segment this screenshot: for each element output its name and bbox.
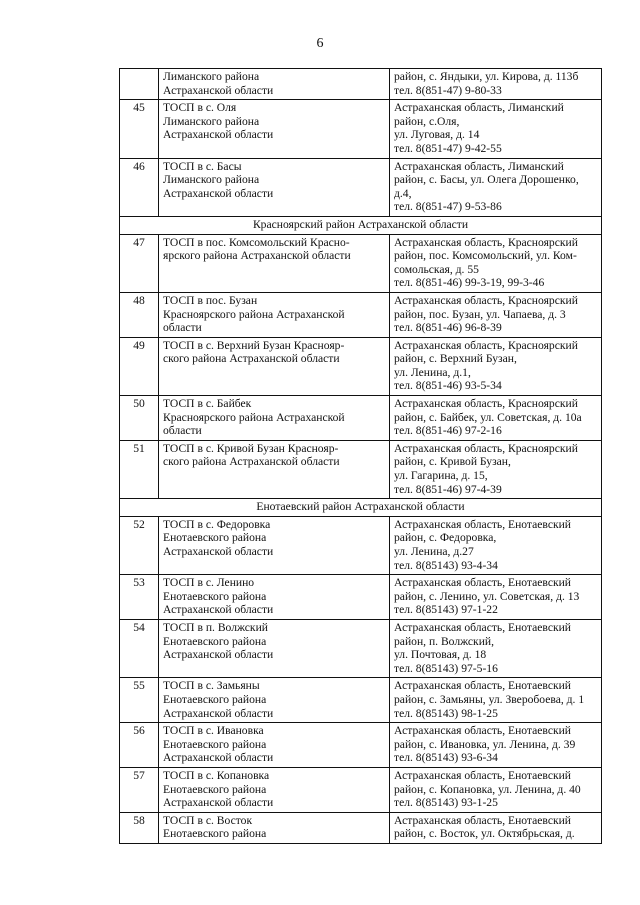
table-row [120,575,602,620]
section-header-row [120,499,602,517]
address-cell [390,516,602,574]
address-line: район, с. Замьяны, ул. Зверобоева, д. 1 [394,692,585,706]
organization-name-line: ТОСП в с. Байбек [163,397,252,411]
organization-name-line: Астраханской области [163,83,274,97]
address-line: тел. 8(85143) 93-6-34 [394,751,498,765]
address-line: Астраханская область, Красноярский [394,441,578,455]
organization-name-line: Астраханской области [163,648,274,662]
address-cell [390,100,602,158]
organization-name-cell [159,69,390,100]
address-line: район, с. Восток, ул. Октябрьская, д. [394,827,575,841]
organization-name-line: ТОСП в с. Копановка [163,768,270,782]
organization-name-line: Астраханской области [163,186,274,200]
organizations-table [119,68,602,844]
section-header-row [120,216,602,234]
address-line: район, пос. Бузан, ул. Чапаева, д. 3 [394,307,566,321]
address-cell [390,158,602,216]
address-line: тел. 8(851-46) 93-5-34 [394,379,502,393]
address-line: тел. 8(85143) 93-4-34 [394,558,498,572]
address-line: ул. Почтовая, д. 18 [394,648,487,662]
organization-name-line: ТОСП в с. Федоровка [163,517,271,531]
organization-name-line: ТОСП в с. Кривой Бузан Краснояр- [163,441,339,455]
organization-name-cell [159,516,390,574]
address-line: тел. 8(851-46) 97-4-39 [394,482,502,496]
address-line: тел. 8(85143) 98-1-25 [394,706,498,720]
organization-name-line: Астраханской области [163,796,274,810]
organization-name-line: ТОСП в пос. Бузан [163,293,258,307]
address-line: Астраханская область, Красноярский [394,293,578,307]
table-row [120,767,602,812]
organization-name-cell [159,292,390,337]
address-cell [390,575,602,620]
organization-name-line: ТОСП в с. Верхний Бузан Краснояр- [163,338,345,352]
organization-name-line: Енотаевского района [163,531,267,545]
address-line: район, с. Копановка, ул. Ленина, д. 40 [394,782,581,796]
address-line: Астраханская область, Енотаевский [394,768,572,782]
row-number: 49 [120,337,159,395]
address-line: район, с. Яндыки, ул. Кирова, д. 113б [394,70,579,83]
table-row [120,69,602,100]
row-number: 58 [120,812,159,843]
organization-name-line: Енотаевского района [163,827,267,841]
organization-name-cell [159,619,390,677]
address-line: ул. Гагарина, д. 15, [394,469,488,483]
organization-name-cell [159,723,390,768]
address-cell [390,396,602,441]
table-row [120,812,602,843]
organization-name-line: ТОСП в с. Оля [163,101,237,115]
organization-name-cell [159,337,390,395]
table-row [120,619,602,677]
organization-name-cell [159,678,390,723]
row-number: 55 [120,678,159,723]
row-number: 52 [120,516,159,574]
organization-name-line: Астраханской области [163,706,274,720]
address-line: район, с. Басы, ул. Олега Дорошенко, [394,173,579,187]
table-row [120,678,602,723]
row-number: 48 [120,292,159,337]
organization-name-line: ТОСП в с. Восток [163,813,253,827]
address-cell [390,337,602,395]
organization-name-line: Астраханской области [163,751,274,765]
address-line: тел. 8(851-46) 96-8-39 [394,321,502,335]
address-line: тел. 8(85143) 97-1-22 [394,603,498,617]
address-line: район, с. Кривой Бузан, [394,455,511,469]
address-line: район, пос. Комсомольский, ул. Ком- [394,249,577,263]
address-cell [390,678,602,723]
row-number: 53 [120,575,159,620]
address-line: ул. Ленина, д.27 [394,545,474,558]
address-line: район, с. Ивановка, ул. Ленина, д. 39 [394,737,576,751]
address-cell [390,440,602,498]
organization-name-line: ТОСП в с. Басы [163,159,242,173]
address-line: Астраханская область, Красноярский [394,338,578,352]
table-row [120,100,602,158]
address-line: район, с. Федоровка, [394,531,497,545]
page-number: 6 [316,36,324,51]
row-number: 45 [120,100,159,158]
address-line: Астраханская область, Енотаевский [394,517,572,531]
row-number [120,69,159,100]
organization-name-line: Астраханской области [163,128,274,142]
row-number: 54 [120,619,159,677]
organization-name-line: Енотаевского района [163,692,267,706]
address-line: тел. 8(851-47) 9-53-86 [394,200,502,214]
address-line: тел. 8(851-47) 9-80-33 [394,83,502,97]
row-number: 46 [120,158,159,216]
address-cell [390,723,602,768]
organization-name-cell [159,234,390,292]
organization-name-line: ского района Астраханской области [163,352,340,366]
row-number: 47 [120,234,159,292]
organization-name-line: Красноярского района Астраханской [163,307,345,321]
organization-name-cell [159,575,390,620]
district-heading: Красноярский район Астраханской области [120,216,602,234]
table-row [120,516,602,574]
organization-name-line: ТОСП в п. Волжский [163,620,268,634]
address-line: тел. 8(85143) 93-1-25 [394,796,498,810]
address-line: Астраханская область, Лиманский [394,159,564,173]
organization-name-cell [159,440,390,498]
table-row [120,234,602,292]
organization-name-line: ярского района Астраханской области [163,249,351,263]
organization-name-line: ского района Астраханской области [163,455,340,469]
address-cell [390,234,602,292]
organization-name-line: Енотаевского района [163,589,267,603]
table-row [120,440,602,498]
table-row [120,158,602,216]
address-line: Астраханская область, Енотаевский [394,620,572,634]
organization-name-cell [159,396,390,441]
address-line: ул. Луговая, д. 14 [394,128,480,142]
organization-name-line: Красноярского района Астраханской [163,410,345,424]
organization-name-cell [159,158,390,216]
row-number: 56 [120,723,159,768]
organization-name-line: Енотаевского района [163,634,267,648]
address-line: Астраханская область, Красноярский [394,397,578,411]
organization-name-line: Лиманского района [163,173,260,187]
address-line: район, с.Оля, [394,114,460,128]
table-row [120,292,602,337]
address-line: Астраханская область, Енотаевский [394,813,572,827]
organization-name-line: ТОСП в с. Ленино [163,576,255,590]
table-row [120,337,602,395]
row-number: 50 [120,396,159,441]
address-cell [390,69,602,100]
address-line: Астраханская область, Енотаевский [394,724,572,738]
organization-name-line: ТОСП в с. Замьяны [163,679,260,693]
address-line: тел. 8(851-46) 97-2-16 [394,424,502,438]
organization-name-line: области [163,321,202,335]
address-line: тел. 8(851-46) 99-3-19, 99-3-46 [394,276,545,290]
organization-name-cell [159,100,390,158]
address-line: сомольская, д. 55 [394,262,479,276]
organizations-table-body [120,69,602,844]
organization-name-line: Енотаевского района [163,737,267,751]
address-line: Астраханская область, Красноярский [394,235,578,249]
address-line: ул. Ленина, д.1, [394,365,471,379]
organization-name-line: области [163,424,202,438]
address-line: Астраханская область, Енотаевский [394,576,572,590]
address-line: район, с. Ленино, ул. Советская, д. 13 [394,589,580,603]
address-line: район, с. Байбек, ул. Советская, д. 10а [394,410,582,424]
address-line: район, п. Волжский, [394,634,494,648]
organization-name-line: Астраханской области [163,603,274,617]
address-line: д.4, [394,186,412,200]
district-heading: Енотаевский район Астраханской области [120,499,602,517]
organization-name-line: Лиманского района [163,70,260,83]
table-row [120,723,602,768]
organization-name-line: Астраханской области [163,545,274,558]
organization-name-line: ТОСП в с. Ивановка [163,724,264,738]
table-row [120,396,602,441]
address-line: Астраханская область, Енотаевский [394,679,572,693]
row-number: 57 [120,767,159,812]
address-cell [390,619,602,677]
organization-name-line: Лиманского района [163,114,260,128]
organization-name-cell [159,767,390,812]
organization-name-line: Енотаевского района [163,782,267,796]
organization-name-line: ТОСП в пос. Комсомольский Красно- [163,235,350,249]
row-number: 51 [120,440,159,498]
address-cell [390,767,602,812]
address-line: тел. 8(851-47) 9-42-55 [394,141,502,155]
address-line: тел. 8(85143) 97-5-16 [394,661,498,675]
address-cell [390,292,602,337]
organization-name-cell [159,812,390,843]
address-cell [390,812,602,843]
address-line: район, с. Верхний Бузан, [394,352,517,366]
address-line: Астраханская область, Лиманский [394,101,564,115]
